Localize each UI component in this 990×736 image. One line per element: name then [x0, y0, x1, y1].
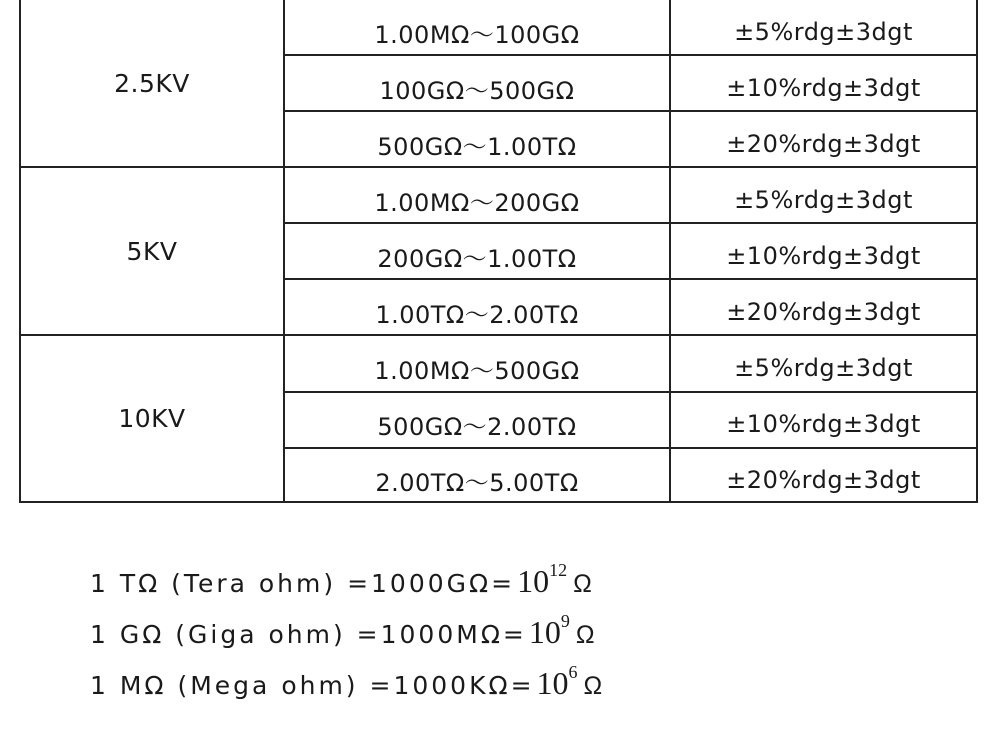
range-cell: 2.00TΩ～5.00TΩ [375, 468, 579, 497]
range-cell: 1.00TΩ～2.00TΩ [375, 300, 579, 329]
accuracy-cell: ±5%rdg±3dgt [734, 354, 913, 382]
voltage-cell: 5KV [126, 236, 178, 266]
spec-table [19, 0, 978, 503]
range-cell: 500GΩ～2.00TΩ [377, 412, 577, 441]
power-base: 10 [528, 614, 561, 650]
power-exponent: 12 [549, 560, 568, 581]
range-cell: 1.00MΩ～200GΩ [374, 188, 580, 217]
power-base: 10 [536, 665, 569, 701]
accuracy-cell: ±5%rdg±3dgt [734, 18, 913, 46]
unit-line-mega [90, 662, 603, 702]
accuracy-cell: ±20%rdg±3dgt [726, 298, 921, 326]
voltage-cell: 2.5KV [114, 68, 190, 98]
accuracy-cell: ±10%rdg±3dgt [726, 74, 921, 102]
range-cell: 1.00MΩ～100GΩ [374, 20, 580, 49]
power-of-ten [536, 662, 578, 702]
unit-line-giga [90, 611, 595, 651]
power-of-ten [528, 611, 570, 651]
range-cell: 500GΩ～1.00TΩ [377, 132, 577, 161]
accuracy-cell: ±20%rdg±3dgt [726, 466, 921, 494]
power-exponent: 6 [568, 662, 578, 683]
accuracy-cell: ±20%rdg±3dgt [726, 130, 921, 158]
unit-text: 1 GΩ (Giga ohm) =1000MΩ= [90, 620, 527, 649]
accuracy-cell: ±5%rdg±3dgt [734, 186, 913, 214]
power-of-ten [517, 560, 568, 600]
accuracy-cell: ±10%rdg±3dgt [726, 242, 921, 270]
unit-line-tera [90, 560, 592, 600]
unit-suffix: Ω [575, 621, 595, 649]
range-cell: 100GΩ～500GΩ [379, 76, 575, 105]
unit-suffix: Ω [573, 570, 592, 598]
range-cell: 1.00MΩ～500GΩ [374, 356, 580, 385]
unit-suffix: Ω [583, 672, 603, 700]
table-border-right [976, 0, 978, 503]
voltage-cell: 10KV [118, 404, 186, 433]
unit-text: 1 MΩ (Mega ohm) =1000KΩ= [90, 671, 535, 700]
unit-text: 1 TΩ (Tera ohm) =1000GΩ= [90, 569, 516, 598]
power-exponent: 9 [560, 611, 570, 632]
range-cell: 200GΩ～1.00TΩ [377, 244, 577, 273]
power-base: 10 [517, 563, 550, 599]
accuracy-cell: ±10%rdg±3dgt [726, 410, 921, 438]
